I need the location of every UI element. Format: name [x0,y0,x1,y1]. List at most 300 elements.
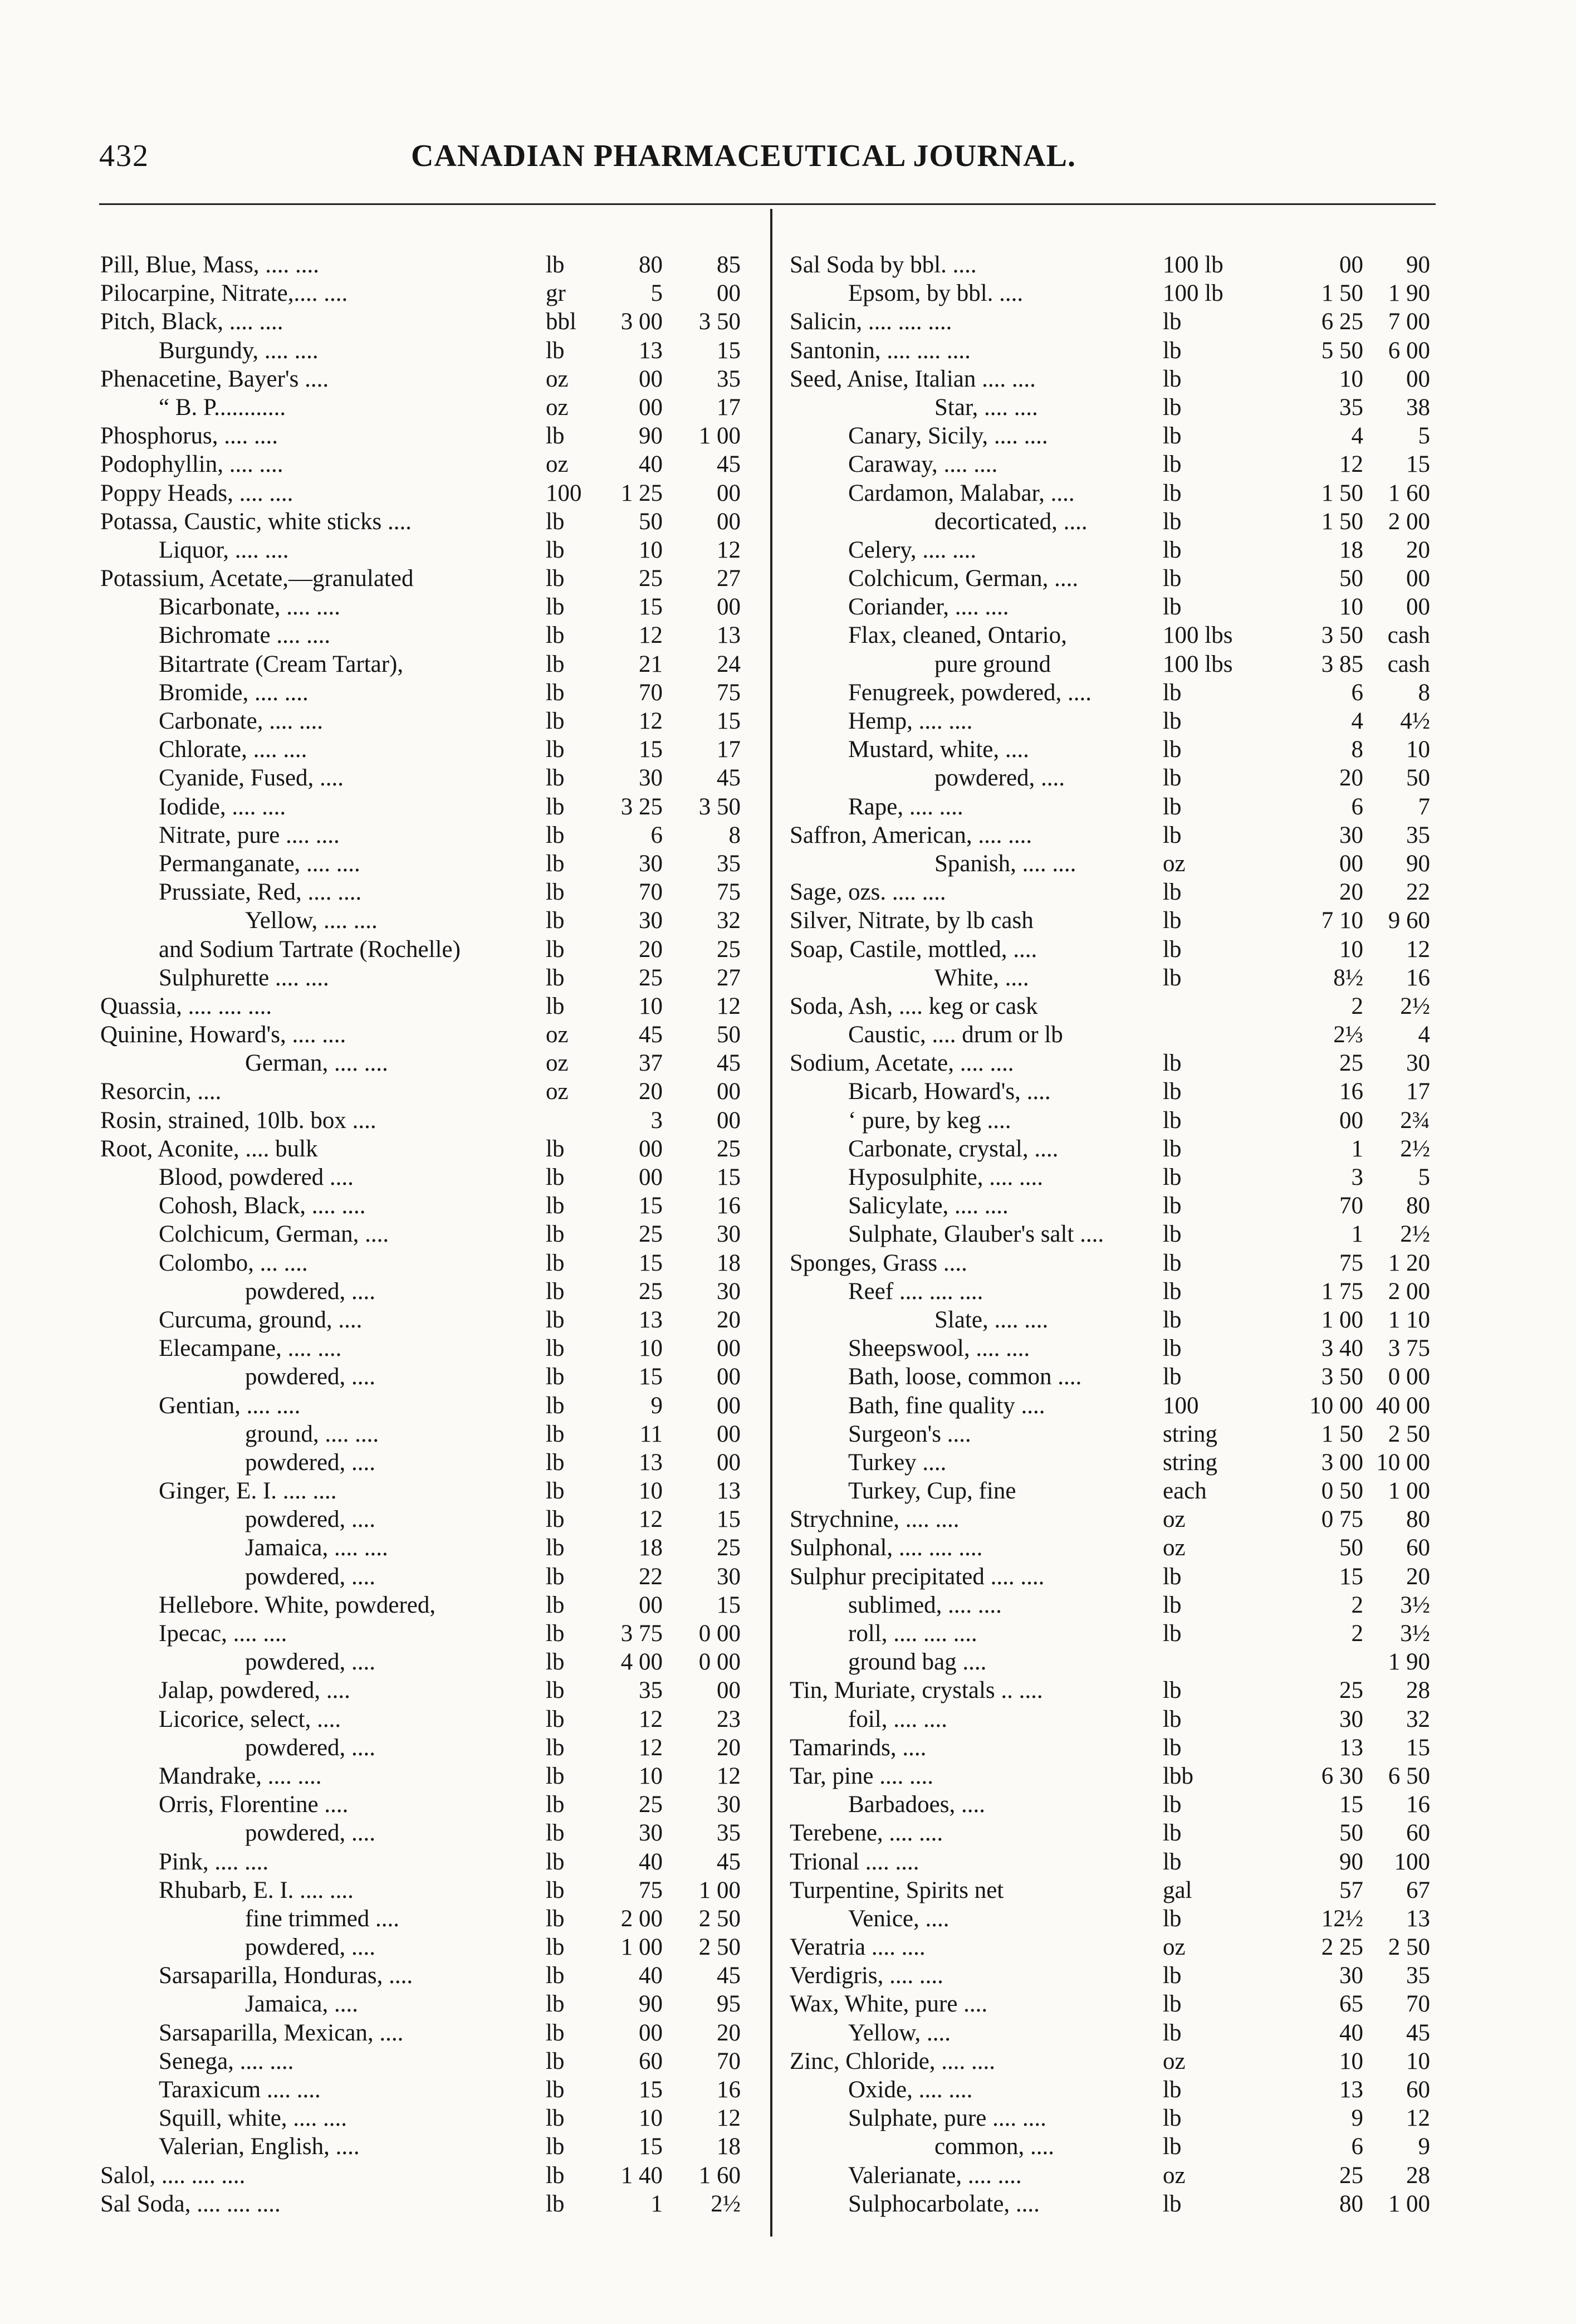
price-row [100,1676,763,1705]
price-high: 1 20 [1388,1249,1430,1276]
price-low: 9 [650,1392,663,1419]
price-row [100,536,763,564]
price-row [790,2047,1452,2076]
item-name: Cohosh, Black, .... .... [159,1193,366,1219]
item-unit: 100 lbs [1163,622,1233,649]
item-unit: lb [546,964,565,991]
price-low: 4 [1351,423,1363,450]
item-unit: lb [1163,1278,1182,1305]
price-low: 3 00 [620,309,663,335]
price-row [100,1819,763,1847]
price-low: 3 85 [1321,651,1363,677]
item-unit: lb [1163,1221,1182,1248]
price-high: 2 50 [698,1905,741,1932]
item-unit: oz [1163,1934,1186,1961]
price-high: 25 [717,1135,741,1162]
item-name: Sheepswool, .... .... [848,1335,1030,1362]
item-name: Senega, .... .... [159,2048,294,2074]
price-low: 80 [1339,2190,1363,2217]
price-low: 4 00 [620,1649,663,1676]
price-high: 1 00 [698,423,741,450]
price-low: 6 [1351,793,1363,820]
item-unit: gr [546,280,566,307]
price-high: 2½ [1400,1221,1430,1248]
price-high: 50 [717,1022,741,1048]
price-low: 15 [639,2133,663,2160]
item-unit: oz [546,1050,569,1077]
item-unit: lb [546,536,565,563]
price-row [100,1876,763,1905]
item-unit: lb [546,1278,565,1305]
item-name: Cardamon, Malabar, .... [848,480,1075,506]
item-unit: lb [1163,1791,1182,1818]
price-low: 21 [639,651,663,677]
price-row [790,450,1452,479]
price-row [790,1249,1452,1277]
price-low: 50 [639,508,663,535]
price-row [790,2132,1452,2161]
price-low: 25 [1339,1677,1363,1704]
price-high: 60 [1406,2077,1430,2103]
item-name: Root, Aconite, .... bulk [100,1135,318,1162]
item-name: Quassia, .... .... .... [100,993,272,1019]
item-name: Podophyllin, .... .... [100,451,283,478]
price-high: 45 [717,1962,741,1989]
item-unit: lb [1163,708,1182,734]
price-row [790,1334,1452,1363]
price-row [100,1448,763,1477]
price-row [100,1705,763,1734]
price-low: 15 [1339,1791,1363,1818]
item-unit: lb [1163,2105,1182,2132]
price-high: 3½ [1400,1620,1430,1647]
price-low: 6 25 [1321,309,1363,335]
item-unit: oz [1163,2048,1186,2074]
price-row [100,393,763,422]
journal-title: CANADIAN PHARMACEUTICAL JOURNAL. [411,139,1076,173]
price-high: 45 [717,1050,741,1077]
price-row [790,479,1452,507]
column-divider [770,209,772,2237]
price-low: 1 50 [1321,280,1363,307]
price-row [100,1049,763,1077]
price-high: 16 [1406,964,1430,991]
price-high: 00 [717,594,741,621]
item-name: Resorcin, .... [100,1078,222,1105]
price-low: 25 [639,1791,663,1818]
price-row [790,1591,1452,1619]
price-high: 2½ [1400,1135,1430,1162]
item-unit: oz [546,1078,569,1105]
item-unit: lb [546,2077,565,2103]
price-low: 3 50 [1321,1364,1363,1390]
item-unit: lb [546,2162,565,2189]
item-name: Flax, cleaned, Ontario, [848,622,1067,649]
price-low: 75 [639,1877,663,1903]
price-low: 00 [639,365,663,392]
price-low: 16 [1339,1078,1363,1105]
price-high: 45 [717,1848,741,1875]
price-row [790,279,1452,307]
item-name: Rhubarb, E. I. .... .... [159,1877,354,1903]
price-low: 50 [1339,1820,1363,1847]
price-row [100,1334,763,1363]
item-name: Hyposulphite, .... .... [848,1164,1043,1190]
price-high: 30 [1406,1050,1430,1077]
price-low: 9 [1351,2105,1363,2132]
price-high: 6 00 [1388,337,1430,364]
item-name: Taraxicum .... .... [159,2077,321,2103]
price-row [100,678,763,707]
item-unit: lbb [1163,1762,1193,1789]
price-low: 70 [639,879,663,906]
price-high: 00 [717,1392,741,1419]
price-high: 17 [1406,1078,1430,1105]
price-high: 3½ [1400,1591,1430,1618]
item-name: Phenacetine, Bayer's .... [100,365,329,392]
price-high: 00 [717,280,741,307]
item-name: Sulphocarbolate, .... [848,2190,1040,2217]
price-high: 35 [717,850,741,877]
item-unit: lb [1163,793,1182,820]
price-high: 12 [1406,2105,1430,2132]
price-low: 10 [639,1478,663,1505]
price-high: 0 00 [1388,1364,1430,1390]
item-unit: lb [1163,1677,1182,1704]
price-low: 22 [639,1563,663,1590]
item-unit: lb [546,793,565,820]
price-low: 2 [1351,1591,1363,1618]
price-row [790,507,1452,536]
item-name: Soda, Ash, .... keg or cask [790,993,1038,1019]
price-row [790,1676,1452,1705]
item-name: Elecampane, .... .... [159,1335,342,1362]
item-unit: lb [1163,2019,1182,2046]
price-row [790,536,1452,564]
price-high: 30 [717,1563,741,1590]
price-high: 13 [717,622,741,649]
item-unit: lb [546,1392,565,1419]
item-name: Coriander, .... .... [848,594,1009,621]
item-name: “ B. P............ [159,394,286,421]
price-high: 16 [717,1193,741,1219]
item-name: Cyanide, Fused, .... [159,765,344,792]
price-high: 00 [717,1364,741,1390]
item-name: ground, .... .... [245,1420,379,1447]
price-high: 80 [1406,1506,1430,1533]
price-low: 45 [639,1022,663,1048]
item-unit: lb [546,1734,565,1761]
item-name: Pill, Blue, Mass, .... .... [100,252,320,278]
item-unit: lb [546,622,565,649]
item-unit: bbl [546,309,576,335]
price-high: 25 [717,936,741,963]
price-low: 15 [639,1193,663,1219]
item-unit: lb [1163,2133,1182,2160]
price-row [790,878,1452,906]
price-low: 20 [1339,879,1363,906]
item-unit: lb [1163,2190,1182,2217]
item-unit: lb [1163,1050,1182,1077]
price-high: 30 [717,1221,741,1248]
price-row [790,735,1452,764]
price-high: 24 [717,651,741,677]
item-name: decorticated, .... [934,508,1088,535]
price-high: 10 [1406,2048,1430,2074]
item-unit: lb [1163,508,1182,535]
item-name: German, .... .... [245,1050,388,1077]
item-unit: oz [546,451,569,478]
price-low: 10 [1339,594,1363,621]
item-name: Colchicum, German, .... [848,565,1079,592]
item-name: Jamaica, .... .... [245,1535,388,1561]
price-high: 30 [717,1278,741,1305]
price-low: 7 10 [1321,907,1363,934]
price-low: 1 50 [1321,480,1363,506]
price-row [100,735,763,764]
price-row [100,1961,763,1990]
item-name: Ipecac, .... .... [159,1620,287,1647]
item-unit: lb [1163,1820,1182,1847]
price-row [100,1392,763,1420]
item-name: Sarsaparilla, Honduras, .... [159,1962,413,1989]
price-high: cash [1387,622,1430,649]
price-row [100,821,763,849]
item-name: Pilocarpine, Nitrate,.... .... [100,280,348,307]
item-name: Burgundy, .... .... [159,337,319,364]
price-high: 17 [717,394,741,421]
price-high: 20 [717,1306,741,1333]
price-row [790,992,1452,1021]
item-name: Rosin, strained, 10lb. box .... [100,1107,376,1134]
item-name: Sulphate, Glauber's salt .... [848,1221,1104,1248]
price-low: 00 [639,1135,663,1162]
item-name: Oxide, .... .... [848,2077,973,2103]
item-unit: lb [546,1535,565,1561]
price-high: 4½ [1400,708,1430,734]
price-row [100,1106,763,1135]
item-unit: oz [546,1022,569,1048]
price-row [100,1021,763,1049]
item-unit: lb [546,508,565,535]
item-name: Fenugreek, powdered, .... [848,679,1092,706]
item-unit: lb [1163,936,1182,963]
item-name: Rape, .... .... [848,793,963,820]
item-name: Valerian, English, .... [159,2133,360,2160]
price-high: 5 [1418,423,1430,450]
item-name: Bath, loose, common .... [848,1364,1082,1390]
item-name: Colchicum, German, .... [159,1221,389,1248]
price-high: 1 90 [1388,280,1430,307]
price-low: 20 [1339,765,1363,792]
price-row [790,1819,1452,1847]
item-name: Liquor, .... .... [159,536,289,563]
price-high: 1 60 [698,2162,741,2189]
price-low: 20 [639,936,663,963]
item-name: Turkey .... [848,1449,947,1476]
item-unit: lb [546,765,565,792]
price-row [100,2076,763,2104]
price-low: 00 [639,1591,663,1618]
price-high: 13 [717,1478,741,1505]
price-row [100,1734,763,1762]
item-name: Salol, .... .... .... [100,2162,246,2189]
price-row [100,2132,763,2161]
price-low: 1 25 [620,480,663,506]
item-unit: lb [1163,1591,1182,1618]
item-unit: lb [1163,1563,1182,1590]
item-unit: lb [546,1249,565,1276]
item-unit: string [1163,1420,1217,1447]
item-name: Bichromate .... .... [159,622,331,649]
price-low: 3 50 [1321,622,1363,649]
item-unit: each [1163,1478,1207,1505]
price-low: 25 [1339,1050,1363,1077]
price-row [100,764,763,792]
price-low: 50 [1339,1535,1363,1561]
price-row [100,422,763,450]
item-name: Wax, White, pure .... [790,1991,988,2018]
price-high: 15 [717,708,741,734]
price-high: 2 50 [698,1934,741,1961]
price-row [790,1306,1452,1334]
price-high: 8 [1418,679,1430,706]
price-row [790,849,1452,878]
price-high: 00 [717,1335,741,1362]
item-unit: lb [546,907,565,934]
price-low: 18 [1339,536,1363,563]
item-name: Caraway, .... .... [848,451,998,478]
price-high: 0 00 [698,1620,741,1647]
item-unit: lb [1163,309,1182,335]
price-low: 15 [639,594,663,621]
price-high: 18 [717,1249,741,1276]
price-row [790,964,1452,992]
price-low: 3 25 [620,793,663,820]
price-low: 10 [639,1762,663,1789]
item-unit: lb [1163,1620,1182,1647]
price-low: 40 [639,1962,663,1989]
price-low: 11 [639,1420,663,1447]
item-unit: lb [546,1762,565,1789]
item-name: foil, .... .... [848,1706,947,1732]
price-high: 00 [717,480,741,506]
price-low: 1 50 [1321,1420,1363,1447]
price-high: 12 [717,2105,741,2132]
price-row [100,992,763,1021]
price-row [790,1790,1452,1819]
item-name: Ginger, E. I. .... .... [159,1478,337,1505]
item-unit: lb [546,679,565,706]
price-high: 00 [1406,565,1430,592]
price-high: 17 [717,736,741,763]
item-unit: lb [546,736,565,763]
price-low: 90 [639,423,663,450]
price-high: 6 50 [1388,1762,1430,1789]
price-row [100,1762,763,1790]
item-name: powdered, .... [934,765,1065,792]
price-low: 1 50 [1321,508,1363,535]
price-row [100,1933,763,1961]
item-name: White, .... [934,964,1029,991]
price-low: 2 25 [1321,1934,1363,1961]
item-name: common, .... [934,2133,1054,2160]
item-unit: lb [1163,736,1182,763]
price-row [790,1277,1452,1306]
price-row [100,1591,763,1619]
price-row [790,793,1452,821]
item-name: Veratria .... .... [790,1934,926,1961]
item-unit: lb [546,565,565,592]
price-low: 6 30 [1321,1762,1363,1789]
price-high: 00 [717,1107,741,1134]
price-low: 00 [639,1164,663,1190]
item-unit: lb [546,423,565,450]
price-row [790,422,1452,450]
left-price-column [100,251,763,2218]
price-low: 00 [1339,850,1363,877]
price-row [790,1077,1452,1106]
price-row [100,621,763,650]
price-low: 3 00 [1321,1449,1363,1476]
price-low: 00 [639,2019,663,2046]
price-high: 32 [1406,1706,1430,1732]
price-row [100,2104,763,2132]
price-row [790,821,1452,849]
price-row [100,1306,763,1334]
price-low: 1 75 [1321,1278,1363,1305]
price-row [100,906,763,935]
price-low: 10 [1339,2048,1363,2074]
price-row [790,1933,1452,1961]
item-name: Epsom, by bbl. .... [848,280,1024,307]
item-unit: lb [546,252,565,278]
price-high: 60 [1406,1820,1430,1847]
item-name: Mustard, white, .... [848,736,1029,763]
page-header [99,138,1436,188]
price-row [790,764,1452,792]
price-row [100,793,763,821]
item-name: powdered, .... [245,1506,376,1533]
price-high: 45 [717,765,741,792]
price-high: 15 [1406,451,1430,478]
price-low: 8½ [1333,964,1363,991]
price-low: 12 [1339,451,1363,478]
price-row [790,251,1452,279]
item-unit: lb [1163,822,1182,848]
price-row [790,1990,1452,2018]
item-unit: lb [546,1164,565,1190]
price-row [100,1648,763,1676]
price-low: 25 [639,565,663,592]
item-name: Sage, ozs. .... .... [790,879,946,906]
price-high: 1 60 [1388,480,1430,506]
price-row [100,2019,763,2047]
price-low: 1 [1351,1135,1363,1162]
price-row [790,393,1452,422]
price-row [100,878,763,906]
price-low: 30 [639,1820,663,1847]
price-high: 00 [1406,365,1430,392]
price-row [790,650,1452,678]
price-high: 10 [1406,736,1430,763]
item-unit: lb [1163,1905,1182,1932]
price-low: 10 [639,2105,663,2132]
item-unit: lb [546,1449,565,1476]
item-unit: lb [546,1962,565,1989]
item-unit: lb [546,1364,565,1390]
item-name: Bromide, .... .... [159,679,309,706]
